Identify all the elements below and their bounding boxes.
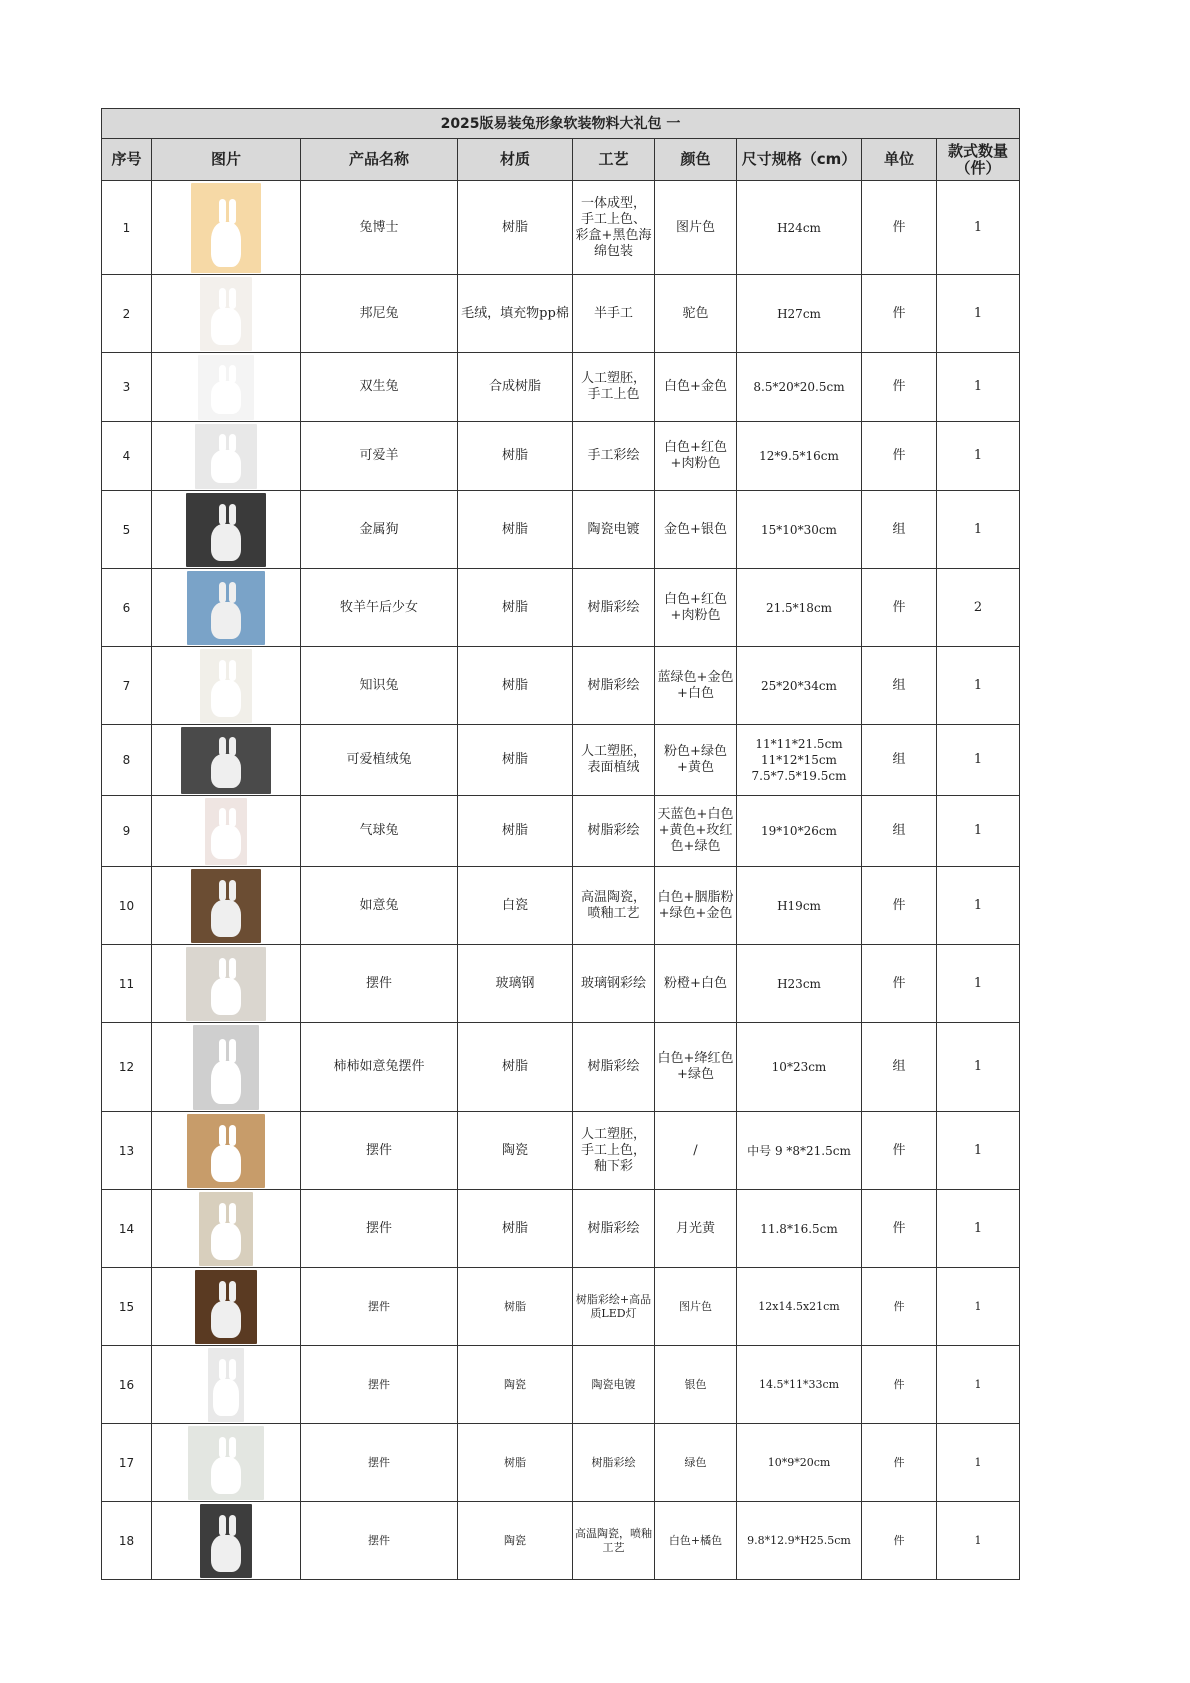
row-craft: 人工塑胚，表面植绒 <box>573 725 655 796</box>
row-quantity: 1 <box>937 647 1020 725</box>
table-row <box>102 275 1020 353</box>
row-seq: 9 <box>102 796 152 867</box>
row-size: H19cm <box>737 867 862 945</box>
row-unit: 件 <box>862 422 937 491</box>
row-quantity: 1 <box>937 796 1020 867</box>
row-product-name: 柿柿如意兔摆件 <box>301 1023 458 1112</box>
row-color: 蓝绿色+金色+白色 <box>655 647 737 725</box>
row-picture <box>152 867 301 945</box>
rabbit-figure-icon <box>211 524 241 561</box>
product-image <box>191 869 261 943</box>
rabbit-ear-icon <box>229 660 236 681</box>
rabbit-figure-icon <box>211 1223 241 1260</box>
row-craft: 树脂彩绘+高品质LED灯 <box>573 1268 655 1346</box>
row-seq: 3 <box>102 353 152 422</box>
row-material: 毛绒，填充物pp棉 <box>458 275 573 353</box>
row-seq: 10 <box>102 867 152 945</box>
row-quantity: 1 <box>937 725 1020 796</box>
rabbit-ear-icon <box>229 1437 236 1458</box>
row-picture <box>152 796 301 867</box>
row-unit: 组 <box>862 796 937 867</box>
row-craft: 人工塑胚，手工上色 <box>573 353 655 422</box>
row-unit: 组 <box>862 725 937 796</box>
rabbit-figure-icon <box>211 381 241 414</box>
table-row <box>102 945 1020 1023</box>
row-craft: 高温陶瓷，喷釉工艺 <box>573 867 655 945</box>
row-quantity: 1 <box>937 1424 1020 1502</box>
row-size: 10*9*20cm <box>737 1424 862 1502</box>
row-size: 9.8*12.9*H25.5cm <box>737 1502 862 1580</box>
row-picture <box>152 725 301 796</box>
row-quantity: 1 <box>937 422 1020 491</box>
rabbit-figure-icon <box>213 1379 239 1416</box>
rabbit-ear-icon <box>229 582 236 603</box>
row-craft: 树脂彩绘 <box>573 796 655 867</box>
row-product-name: 摆件 <box>301 945 458 1023</box>
row-material: 树脂 <box>458 1190 573 1268</box>
header-unit: 单位 <box>862 139 937 181</box>
row-color: 图片色 <box>655 1268 737 1346</box>
product-image <box>195 424 257 489</box>
rabbit-ear-icon <box>229 504 236 525</box>
rabbit-figure-icon <box>211 825 241 859</box>
rabbit-ear-icon <box>229 808 236 827</box>
row-color: 天蓝色+白色+黄色+玫红色+绿色 <box>655 796 737 867</box>
table-row <box>102 569 1020 647</box>
row-product-name: 摆件 <box>301 1190 458 1268</box>
row-picture <box>152 353 301 422</box>
row-seq: 2 <box>102 275 152 353</box>
header-size: 尺寸规格（cm） <box>737 139 862 181</box>
row-unit: 件 <box>862 275 937 353</box>
row-seq: 17 <box>102 1424 152 1502</box>
rabbit-figure-icon <box>211 1145 241 1182</box>
row-quantity: 1 <box>937 1346 1020 1424</box>
row-picture <box>152 275 301 353</box>
row-quantity: 1 <box>937 1190 1020 1268</box>
row-craft: 人工塑胚，手工上色，釉下彩 <box>573 1112 655 1190</box>
row-craft: 树脂彩绘 <box>573 1424 655 1502</box>
row-size: 25*20*34cm <box>737 647 862 725</box>
row-craft: 高温陶瓷，喷釉工艺 <box>573 1502 655 1580</box>
header-color: 颜色 <box>655 139 737 181</box>
row-product-name: 摆件 <box>301 1346 458 1424</box>
row-seq: 11 <box>102 945 152 1023</box>
product-image <box>186 493 266 567</box>
row-material: 陶瓷 <box>458 1346 573 1424</box>
rabbit-ear-icon <box>229 737 236 756</box>
rabbit-figure-icon <box>211 900 241 937</box>
row-product-name: 双生兔 <box>301 353 458 422</box>
table-row <box>102 491 1020 569</box>
rabbit-ear-icon <box>219 958 226 979</box>
rabbit-ear-icon <box>229 1125 236 1146</box>
table-row <box>102 1112 1020 1190</box>
table-row <box>102 1268 1020 1346</box>
row-unit: 组 <box>862 647 937 725</box>
row-seq: 13 <box>102 1112 152 1190</box>
rabbit-ear-icon <box>229 365 236 383</box>
rabbit-ear-icon <box>229 199 236 224</box>
row-material: 树脂 <box>458 491 573 569</box>
row-picture <box>152 422 301 491</box>
rabbit-figure-icon <box>211 308 241 345</box>
row-unit: 件 <box>862 1268 937 1346</box>
row-material: 树脂 <box>458 1424 573 1502</box>
row-craft: 树脂彩绘 <box>573 647 655 725</box>
row-color: 粉橙+白色 <box>655 945 737 1023</box>
row-seq: 5 <box>102 491 152 569</box>
row-material: 树脂 <box>458 1268 573 1346</box>
row-picture <box>152 945 301 1023</box>
row-seq: 4 <box>102 422 152 491</box>
table-row <box>102 1190 1020 1268</box>
row-material: 树脂 <box>458 1023 573 1112</box>
row-unit: 件 <box>862 1112 937 1190</box>
row-unit: 件 <box>862 1424 937 1502</box>
rabbit-ear-icon <box>229 1039 236 1063</box>
header-material: 材质 <box>458 139 573 181</box>
row-color: 白色+金色 <box>655 353 737 422</box>
row-product-name: 金属狗 <box>301 491 458 569</box>
row-picture <box>152 491 301 569</box>
row-color: 白色+胭脂粉+绿色+金色 <box>655 867 737 945</box>
product-image <box>191 183 261 273</box>
table-row <box>102 867 1020 945</box>
row-picture <box>152 1268 301 1346</box>
row-seq: 6 <box>102 569 152 647</box>
row-size: H23cm <box>737 945 862 1023</box>
header-product-name: 产品名称 <box>301 139 458 181</box>
row-seq: 7 <box>102 647 152 725</box>
row-size: 中号 9 *8*21.5cm <box>737 1112 862 1190</box>
table-row <box>102 422 1020 491</box>
row-unit: 件 <box>862 1190 937 1268</box>
row-product-name: 兔博士 <box>301 181 458 275</box>
row-material: 树脂 <box>458 725 573 796</box>
rabbit-figure-icon <box>211 1535 241 1572</box>
row-product-name: 摆件 <box>301 1424 458 1502</box>
row-unit: 件 <box>862 1502 937 1580</box>
product-image <box>208 1348 244 1422</box>
row-seq: 1 <box>102 181 152 275</box>
rabbit-ear-icon <box>219 582 226 603</box>
table-row <box>102 1346 1020 1424</box>
row-craft: 一体成型，手工上色、彩盒+黑色海绵包装 <box>573 181 655 275</box>
row-seq: 16 <box>102 1346 152 1424</box>
row-unit: 件 <box>862 867 937 945</box>
table-row <box>102 1502 1020 1580</box>
header-seq: 序号 <box>102 139 152 181</box>
product-image <box>200 277 252 351</box>
product-table <box>101 108 1020 1580</box>
row-size: 8.5*20*20.5cm <box>737 353 862 422</box>
rabbit-figure-icon <box>211 754 241 788</box>
row-picture <box>152 1346 301 1424</box>
row-unit: 件 <box>862 945 937 1023</box>
rabbit-ear-icon <box>219 1437 226 1458</box>
rabbit-ear-icon <box>219 1203 226 1224</box>
rabbit-ear-icon <box>219 365 226 383</box>
row-size: 14.5*11*33cm <box>737 1346 862 1424</box>
rabbit-ear-icon <box>219 1281 226 1302</box>
row-seq: 15 <box>102 1268 152 1346</box>
row-product-name: 摆件 <box>301 1502 458 1580</box>
row-product-name: 可爱植绒兔 <box>301 725 458 796</box>
row-material: 树脂 <box>458 181 573 275</box>
row-size: 12*9.5*16cm <box>737 422 862 491</box>
row-picture <box>152 181 301 275</box>
rabbit-ear-icon <box>229 1515 236 1536</box>
rabbit-ear-icon <box>219 288 226 309</box>
product-image <box>198 355 254 420</box>
rabbit-ear-icon <box>219 1359 226 1380</box>
row-quantity: 1 <box>937 1112 1020 1190</box>
row-product-name: 邦尼兔 <box>301 275 458 353</box>
table-row <box>102 1023 1020 1112</box>
row-color: 白色+绛红色+绿色 <box>655 1023 737 1112</box>
rabbit-ear-icon <box>229 1359 236 1380</box>
row-quantity: 1 <box>937 945 1020 1023</box>
rabbit-figure-icon <box>211 222 241 267</box>
product-image <box>187 571 265 645</box>
rabbit-figure-icon <box>211 602 241 639</box>
row-quantity: 1 <box>937 1023 1020 1112</box>
row-picture <box>152 1023 301 1112</box>
row-product-name: 牧羊午后少女 <box>301 569 458 647</box>
table-row <box>102 353 1020 422</box>
rabbit-figure-icon <box>211 1061 241 1104</box>
rabbit-figure-icon <box>211 680 241 717</box>
rabbit-ear-icon <box>219 808 226 827</box>
row-material: 树脂 <box>458 422 573 491</box>
rabbit-figure-icon <box>211 1457 241 1494</box>
rabbit-ear-icon <box>229 434 236 452</box>
row-craft: 半手工 <box>573 275 655 353</box>
header-quantity: 款式数量（件） <box>937 139 1020 181</box>
row-craft: 树脂彩绘 <box>573 569 655 647</box>
row-color: 白色+红色+肉粉色 <box>655 569 737 647</box>
rabbit-ear-icon <box>229 880 236 901</box>
table-row <box>102 725 1020 796</box>
table-title: 2025版易装兔形象软装物料大礼包 一 <box>102 109 1020 139</box>
product-image <box>186 947 266 1021</box>
row-craft: 手工彩绘 <box>573 422 655 491</box>
row-craft: 树脂彩绘 <box>573 1023 655 1112</box>
product-image <box>193 1025 259 1110</box>
rabbit-ear-icon <box>219 1515 226 1536</box>
product-image <box>199 1192 253 1266</box>
row-size: H27cm <box>737 275 862 353</box>
product-image <box>187 1114 265 1188</box>
row-color: 金色+银色 <box>655 491 737 569</box>
row-unit: 组 <box>862 491 937 569</box>
row-quantity: 1 <box>937 181 1020 275</box>
table-row <box>102 796 1020 867</box>
row-product-name: 如意兔 <box>301 867 458 945</box>
row-seq: 8 <box>102 725 152 796</box>
rabbit-figure-icon <box>211 450 241 483</box>
row-quantity: 1 <box>937 1268 1020 1346</box>
row-craft: 陶瓷电镀 <box>573 491 655 569</box>
rabbit-ear-icon <box>219 1039 226 1063</box>
row-craft: 玻璃钢彩绘 <box>573 945 655 1023</box>
row-color: 图片色 <box>655 181 737 275</box>
row-picture <box>152 569 301 647</box>
row-picture <box>152 1502 301 1580</box>
row-material: 树脂 <box>458 569 573 647</box>
row-color: / <box>655 1112 737 1190</box>
row-material: 合成树脂 <box>458 353 573 422</box>
row-craft: 树脂彩绘 <box>573 1190 655 1268</box>
row-size: H24cm <box>737 181 862 275</box>
rabbit-ear-icon <box>229 288 236 309</box>
row-quantity: 1 <box>937 275 1020 353</box>
row-material: 陶瓷 <box>458 1112 573 1190</box>
row-size: 15*10*30cm <box>737 491 862 569</box>
header-craft: 工艺 <box>573 139 655 181</box>
row-color: 白色+红色+肉粉色 <box>655 422 737 491</box>
row-product-name: 气球兔 <box>301 796 458 867</box>
row-picture <box>152 1112 301 1190</box>
row-product-name: 可爱羊 <box>301 422 458 491</box>
row-seq: 14 <box>102 1190 152 1268</box>
row-unit: 组 <box>862 1023 937 1112</box>
product-image <box>181 727 271 794</box>
row-picture <box>152 647 301 725</box>
row-unit: 件 <box>862 181 937 275</box>
rabbit-ear-icon <box>219 737 226 756</box>
row-quantity: 1 <box>937 867 1020 945</box>
rabbit-ear-icon <box>229 1281 236 1302</box>
rabbit-ear-icon <box>229 958 236 979</box>
product-image <box>205 798 247 865</box>
header-picture: 图片 <box>152 139 301 181</box>
row-size: 11*11*21.5cm 11*12*15cm 7.5*7.5*19.5cm <box>737 725 862 796</box>
row-quantity: 1 <box>937 353 1020 422</box>
rabbit-ear-icon <box>219 1125 226 1146</box>
row-color: 月光黄 <box>655 1190 737 1268</box>
row-color: 绿色 <box>655 1424 737 1502</box>
rabbit-figure-icon <box>211 1301 241 1338</box>
row-material: 树脂 <box>458 647 573 725</box>
row-product-name: 摆件 <box>301 1268 458 1346</box>
row-unit: 件 <box>862 569 937 647</box>
row-material: 玻璃钢 <box>458 945 573 1023</box>
row-picture <box>152 1190 301 1268</box>
rabbit-ear-icon <box>219 880 226 901</box>
row-color: 粉色+绿色+黄色 <box>655 725 737 796</box>
row-seq: 12 <box>102 1023 152 1112</box>
row-color: 白色+橘色 <box>655 1502 737 1580</box>
rabbit-ear-icon <box>219 504 226 525</box>
rabbit-ear-icon <box>219 434 226 452</box>
row-color: 银色 <box>655 1346 737 1424</box>
row-color: 驼色 <box>655 275 737 353</box>
rabbit-figure-icon <box>211 978 241 1015</box>
row-size: 11.8*16.5cm <box>737 1190 862 1268</box>
rabbit-ear-icon <box>219 660 226 681</box>
rabbit-ear-icon <box>219 199 226 224</box>
row-size: 21.5*18cm <box>737 569 862 647</box>
row-quantity: 1 <box>937 1502 1020 1580</box>
row-size: 19*10*26cm <box>737 796 862 867</box>
row-unit: 件 <box>862 1346 937 1424</box>
rabbit-ear-icon <box>229 1203 236 1224</box>
row-material: 陶瓷 <box>458 1502 573 1580</box>
row-craft: 陶瓷电镀 <box>573 1346 655 1424</box>
row-size: 12x14.5x21cm <box>737 1268 862 1346</box>
product-image <box>195 1270 257 1344</box>
row-quantity: 2 <box>937 569 1020 647</box>
product-image <box>188 1426 264 1500</box>
table-row <box>102 1424 1020 1502</box>
table-row <box>102 181 1020 275</box>
product-image <box>200 1504 252 1578</box>
row-unit: 件 <box>862 353 937 422</box>
row-product-name: 摆件 <box>301 1112 458 1190</box>
row-size: 10*23cm <box>737 1023 862 1112</box>
product-image <box>200 649 252 723</box>
table-row <box>102 647 1020 725</box>
row-seq: 18 <box>102 1502 152 1580</box>
row-material: 树脂 <box>458 796 573 867</box>
row-product-name: 知识兔 <box>301 647 458 725</box>
row-material: 白瓷 <box>458 867 573 945</box>
row-quantity: 1 <box>937 491 1020 569</box>
row-picture <box>152 1424 301 1502</box>
